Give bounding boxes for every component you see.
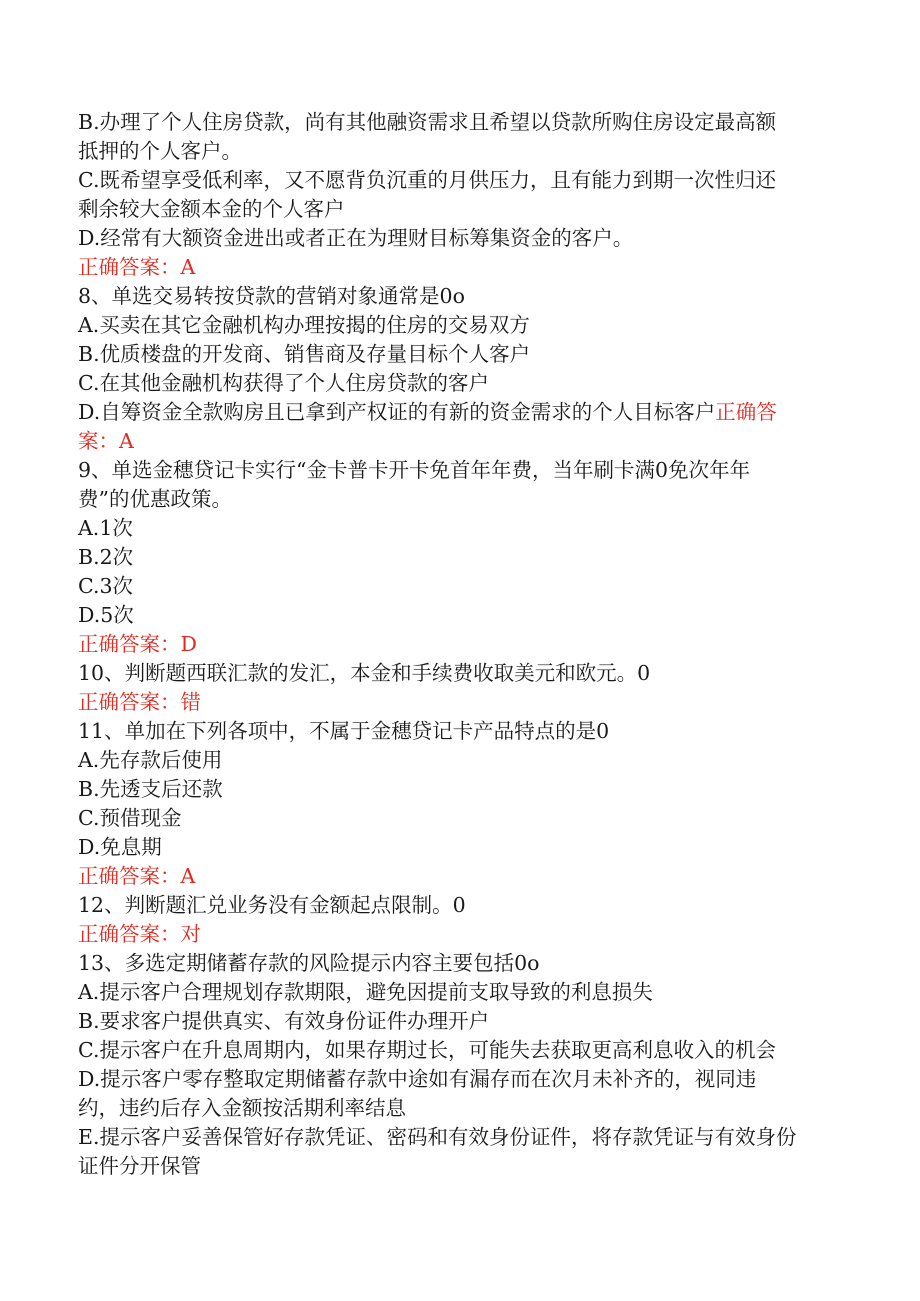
answer-text: 正确答案：错 [78,690,201,714]
line-text: C.在其他金融机构获得了个人住房贷款的客户 [78,371,489,395]
line-text: C.预借现金 [78,806,182,830]
text-line [78,775,838,804]
text-line [78,1036,838,1065]
line-text: A.先存款后使用 [78,748,223,772]
line-text: 9、单选金穗贷记卡实行“金卡普卡开卡免首年年费，当年刷卡满0免次年年 [78,458,751,482]
answer-line [78,862,838,891]
text-line [78,601,838,630]
line-text: B.先透支后还款 [78,777,223,801]
text-line [78,949,838,978]
text-line [78,1094,838,1123]
text-line [78,485,838,514]
line-text: 抵押的个人客户。 [78,139,242,163]
answer-line [78,253,838,282]
line-text: 剩余较大金额本金的个人客户 [78,197,345,221]
text-line [78,166,838,195]
answer-text: 正确答案：A [78,255,196,279]
text-line [78,717,838,746]
line-text: A.1次 [78,516,133,540]
line-text: 费”的优惠政策。 [78,487,232,511]
line-text: A.提示客户合理规划存款期限，避免因提前支取导致的利息损失 [78,980,653,1004]
line-text: C.3次 [78,574,134,598]
answer-text: 案：A [78,429,134,453]
line-text: B.2次 [78,545,134,569]
text-line [78,978,838,1007]
line-text: C.既希望享受低利率，又不愿背负沉重的月供压力，且有能力到期一次性归还 [78,168,776,192]
answer-text: 正确答案：A [78,864,196,888]
answer-text: 正确答案：D [78,632,197,656]
line-text: D.5次 [78,603,134,627]
line-text: D.经常有大额资金进出或者正在为理财目标筹集资金的客户。 [78,226,634,250]
line-text: 8、单选交易转按贷款的营销对象通常是0o [78,284,465,308]
answer-text: 正确答案：对 [78,922,201,946]
answer-line [78,630,838,659]
answer-line [78,920,838,949]
line-text: 10、判断题西联汇款的发汇，本金和手续费收取美元和欧元。0 [78,661,651,685]
text-line [78,224,838,253]
line-text: 12、判断题汇兑业务没有金额起点限制。0 [78,893,466,917]
text-line [78,340,838,369]
text-line [78,1152,838,1181]
line-text: 11、单加在下列各项中，不属于金穗贷记卡产品特点的是0 [78,719,610,743]
text-line [78,746,838,775]
text-line [78,108,838,137]
text-line [78,456,838,485]
line-text: D.自筹资金全款购房且已拿到产权证的有新的资金需求的个人目标客户 [78,400,716,424]
line-text: D.提示客户零存整取定期储蓄存款中途如有漏存而在次月未补齐的，视同违 [78,1067,757,1091]
line-text: 证件分开保管 [78,1154,201,1178]
answer-text: 正确答 [715,400,777,424]
document-body [78,108,838,1181]
text-line [78,1065,838,1094]
text-line [78,659,838,688]
text-line [78,311,838,340]
line-text: C.提示客户在升息周期内，如果存期过长，可能失去获取更高利息收入的机会 [78,1038,776,1062]
text-line [78,833,838,862]
text-line [78,514,838,543]
text-line [78,572,838,601]
answer-line [78,427,838,456]
text-line [78,543,838,572]
text-line [78,282,838,311]
text-line [78,804,838,833]
line-text: B.办理了个人住房贷款，尚有其他融资需求且希望以贷款所购住房设定最高额 [78,110,777,134]
line-text: 约，违约后存入金额按活期利率结息 [78,1096,406,1120]
text-line [78,1007,838,1036]
answer-line [78,688,838,717]
text-line [78,137,838,166]
text-line [78,1123,838,1152]
line-text: 13、多选定期储蓄存款的风险提示内容主要包括0o [78,951,540,975]
text-line [78,891,838,920]
line-text: E.提示客户妥善保管好存款凭证、密码和有效身份证件，将存款凭证与有效身份 [78,1125,797,1149]
line-text: A.买卖在其它金融机构办理按揭的住房的交易双方 [78,313,530,337]
line-text: B.要求客户提供真实、有效身份证件办理开户 [78,1009,490,1033]
text-line [78,369,838,398]
text-line [78,398,838,427]
line-text: B.优质楼盘的开发商、销售商及存量目标个人客户 [78,342,531,366]
text-line [78,195,838,224]
line-text: D.免息期 [78,835,162,859]
